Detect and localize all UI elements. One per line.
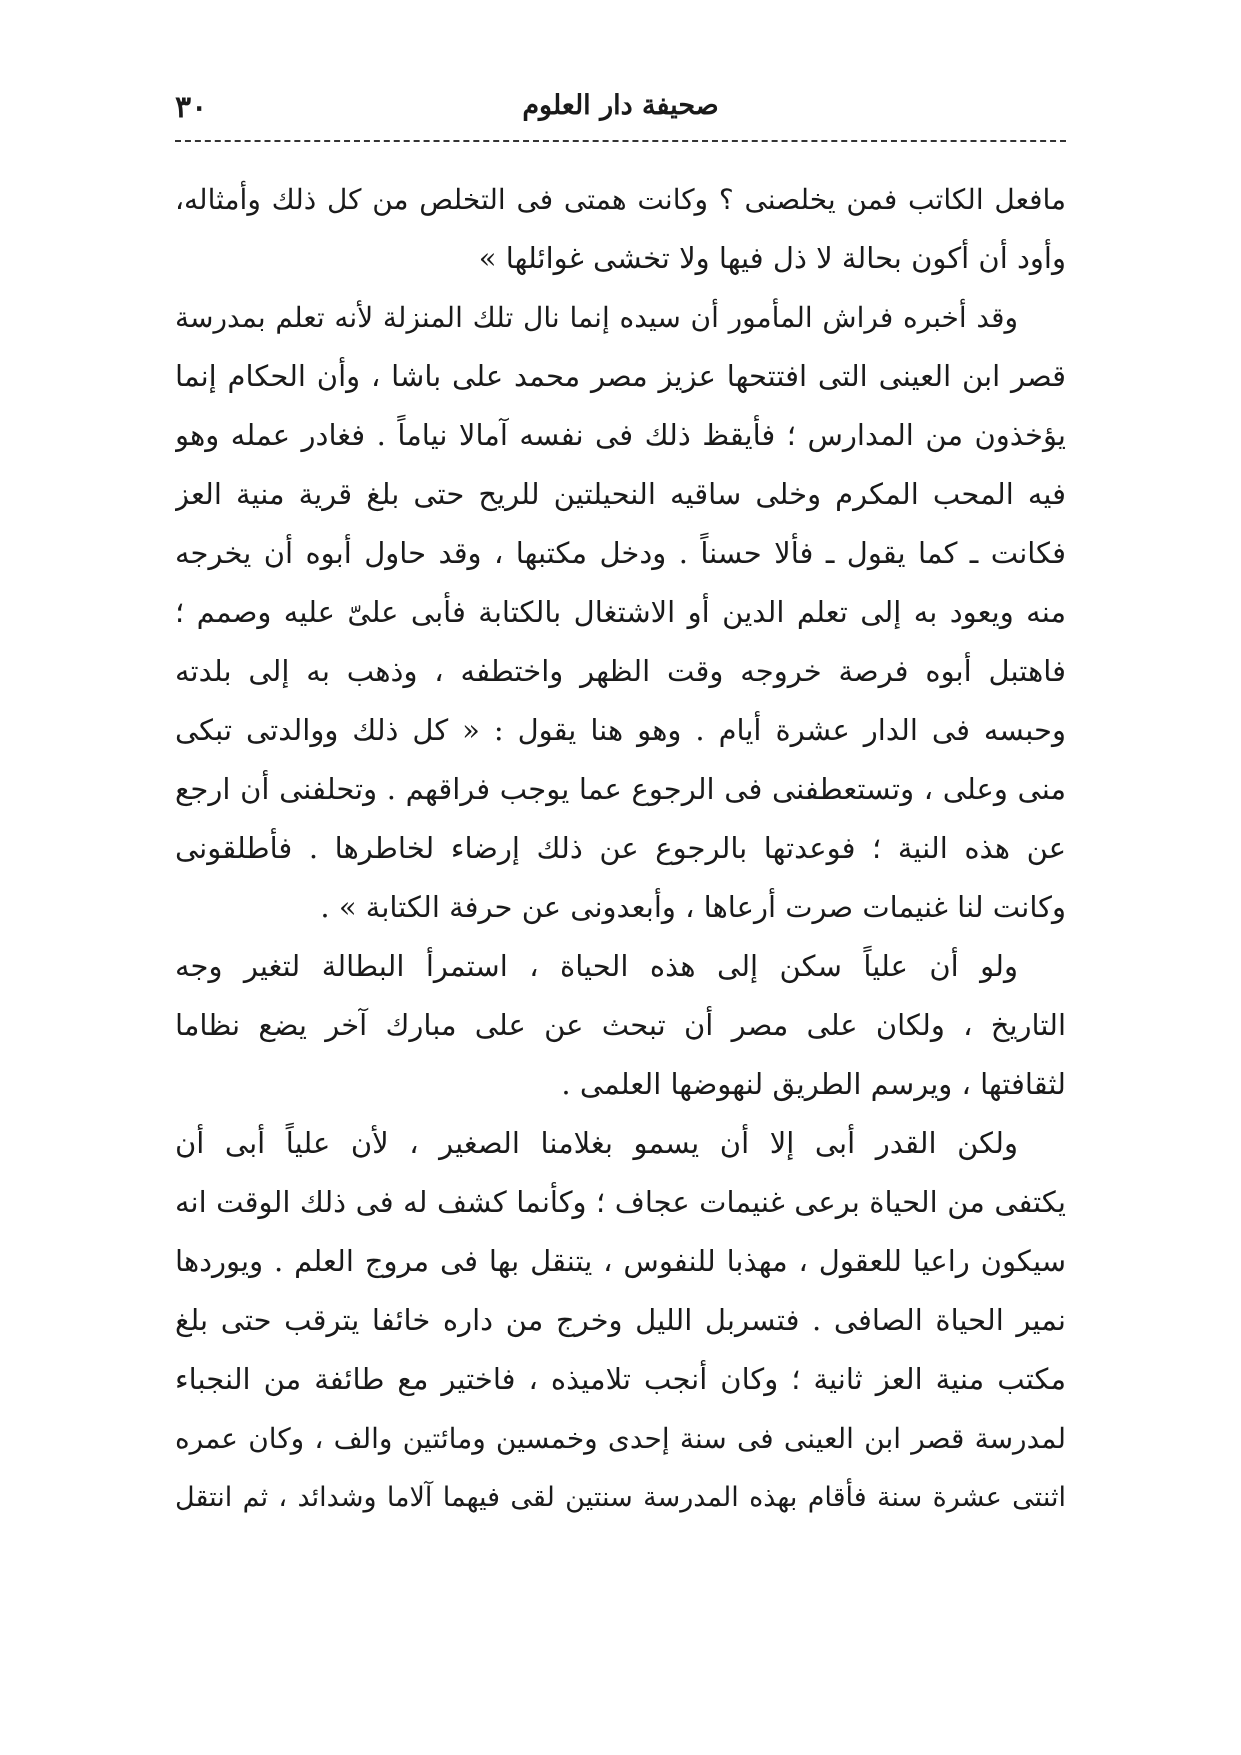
- text-line: منى وعلى ، وتستعطفنى فى الرجوع عما يوجب فراقهم . وتحلفنى أن ارجع: [175, 772, 1066, 806]
- paragraph: [175, 1114, 1066, 1527]
- text-line: منه ويعود به إلى تعلم الدين أو الاشتغال بالكتابة فأبى علىّ عليه وصمم ؛: [175, 595, 1066, 629]
- text-line: فاهتبل أبوه فرصة خروجه وقت الظهر واختطفه ، وذهب به إلى بلدته: [175, 654, 1066, 688]
- text-line: سيكون راعيا للعقول ، مهذبا للنفوس ، يتنقل بها فى مروج العلم . ويوردها: [175, 1244, 1066, 1278]
- text-line: وقد أخبره فراش المأمور أن سيده إنما نال تلك المنزلة لأنه تعلم بمدرسة: [175, 301, 1018, 334]
- text-line: ولو أن علياً سكن إلى هذه الحياة ، استمرأ البطالة لتغير وجه: [175, 949, 1018, 983]
- text-line: وكانت لنا غنيمات صرت أرعاها ، وأبعدونى عن حرفة الكتابة » .: [320, 890, 1066, 924]
- text-line: ولكن القدر أبى إلا أن يسمو بغلامنا الصغير ، لأن علياً أبى أن: [175, 1126, 1018, 1160]
- paragraph: [175, 937, 1066, 1114]
- text-line: نمير الحياة الصافى . فتسربل الليل وخرج من داره خائفا يترقب حتى بلغ: [175, 1303, 1066, 1337]
- text-line: يكتفى من الحياة برعى غنيمات عجاف ؛ وكأنما كشف له فى ذلك الوقت انه: [175, 1185, 1066, 1219]
- paragraph: [175, 288, 1066, 937]
- text-line: عن هذه النية ؛ فوعدتها بالرجوع عن ذلك إرضاء لخاطرها . فأطلقونى: [175, 831, 1066, 865]
- text-line: التاريخ ، ولكان على مصر أن تبحث عن على مبارك آخر يضع نظاما: [175, 1008, 1066, 1042]
- running-title: صحيفة دار العلوم: [522, 90, 719, 121]
- text-line: فيه المحب المكرم وخلى ساقيه النحيلتين للريح حتى بلغ قرية منية العز: [175, 477, 1066, 511]
- text-line: قصر ابن العينى التى افتتحها عزيز مصر محمد على باشا ، وأن الحكام إنما: [175, 359, 1066, 393]
- body-text: [175, 170, 1066, 1527]
- text-line: وأود أن أكون بحالة لا ذل فيها ولا تخشى غوائلها »: [478, 241, 1066, 275]
- paragraph: [175, 170, 1066, 288]
- header-divider: [175, 140, 1066, 142]
- text-line: مافعل الكاتب فمن يخلصنى ؟ وكانت همتى فى التخلص من كل ذلك وأمثاله،: [175, 183, 1066, 216]
- text-line: اثنتى عشرة سنة فأقام بهذه المدرسة سنتين لقى فيهما آلاما وشدائد ، ثم انتقل: [175, 1482, 1066, 1513]
- page-number: ٣٠: [175, 90, 208, 125]
- text-line: وحبسه فى الدار عشرة أيام . وهو هنا يقول : « كل ذلك ووالدتى تبكى: [175, 713, 1066, 747]
- text-line: لمدرسة قصر ابن العينى فى سنة إحدى وخمسين ومائتين والف ، وكان عمره: [175, 1422, 1066, 1455]
- text-line: فكانت ـ كما يقول ـ فألا حسناً . ودخل مكتبها ، وقد حاول أبوه أن يخرجه: [175, 536, 1066, 570]
- text-line: مكتب منية العز ثانية ؛ وكان أنجب تلاميذه ، فاختير مع طائفة من النجباء: [175, 1362, 1066, 1396]
- text-line: لثقافتها ، ويرسم الطريق لنهوضها العلمى .: [561, 1067, 1066, 1101]
- text-line: يؤخذون من المدارس ؛ فأيقظ ذلك فى نفسه آمالا نياماً . فغادر عمله وهو: [175, 418, 1066, 452]
- page-header: [175, 82, 1066, 132]
